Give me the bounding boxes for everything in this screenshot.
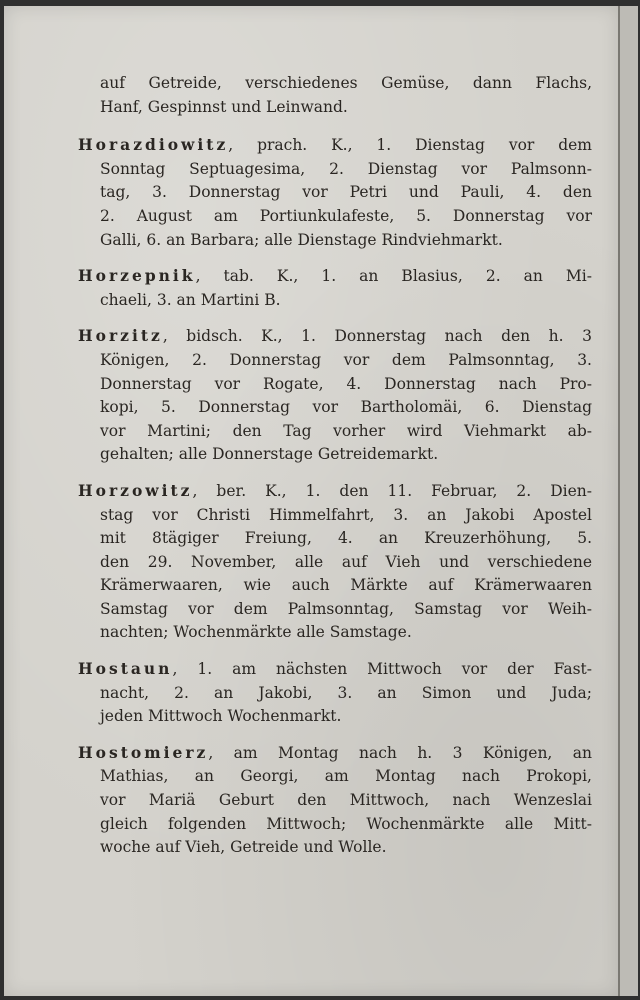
text-line: jeden Mittwoch Wochenmarkt. xyxy=(100,707,342,726)
place-name: Horzitz xyxy=(78,326,163,346)
entry-text: , am Montag nach h. 3 Königen, an xyxy=(208,743,592,762)
text-line: stag vor Christi Himmelfahrt, 3. an Jakobi Apostel xyxy=(100,505,592,524)
adjacent-page-edge xyxy=(618,6,638,996)
text-line: Königen, 2. Donnerstag vor dem Palmsonntag, 3. xyxy=(100,350,592,369)
text-line: Galli, 6. an Barbara; alle Dienstage Rindviehmarkt. xyxy=(100,230,503,249)
text-line: woche auf Vieh, Getreide und Wolle. xyxy=(100,838,387,857)
entry-text: , tab. K., 1. an Blasius, 2. an Mi- xyxy=(195,267,592,286)
text-line: mit 8tägiger Freiung, 4. an Kreuzerhöhung, 5. xyxy=(100,529,592,548)
entry-text: , ber. K., 1. den 11. Februar, 2. Dien- xyxy=(192,481,592,500)
text-line xyxy=(78,479,592,504)
text-line: Hanf, Gespinnst und Leinwand. xyxy=(100,97,348,116)
entry-text: , prach. K., 1. Dienstag vor dem xyxy=(228,136,592,155)
paper-page xyxy=(4,6,618,996)
text-line: Krämerwaaren, wie auch Märkte auf Krämerwaaren xyxy=(100,576,592,595)
listing-entry xyxy=(100,72,592,119)
text-line xyxy=(78,133,592,158)
text-line xyxy=(78,324,592,349)
text-line: nacht, 2. an Jakobi, 3. an Simon und Juda; xyxy=(100,683,592,702)
text-line: 2. August am Portiunkulafeste, 5. Donnerstag vor xyxy=(100,206,592,225)
place-name: Horazdiowitz xyxy=(78,135,229,155)
place-name: Hostomierz xyxy=(78,742,209,762)
text-line: Donnerstag vor Rogate, 4. Donnerstag nach Pro- xyxy=(100,374,592,393)
text-line: Samstag vor dem Palmsonntag, Samstag vor Weih- xyxy=(100,599,592,618)
text-line: vor Martini; den Tag vorher wird Viehmarkt ab- xyxy=(100,421,592,440)
market-listing xyxy=(78,72,592,872)
listing-entry xyxy=(78,133,592,252)
text-line: chaeli, 3. an Martini B. xyxy=(100,290,281,309)
listing-entry xyxy=(78,324,592,467)
listing-entry xyxy=(78,264,592,312)
entry-text: , bidsch. K., 1. Donnerstag nach den h. 3 xyxy=(162,327,592,346)
text-line xyxy=(78,264,592,289)
text-line: gleich folgenden Mittwoch; Wochenmärkte alle Mitt- xyxy=(100,814,592,833)
listing-entry xyxy=(78,657,592,729)
place-name: Horzowitz xyxy=(78,480,193,500)
text-line: gehalten; alle Donnerstage Getreidemarkt. xyxy=(100,445,439,464)
text-line: nachten; Wochenmärkte alle Samstage. xyxy=(100,623,412,642)
text-line: Sonntag Septuagesima, 2. Dienstag vor Palmsonn- xyxy=(100,159,592,178)
place-name: Hostaun xyxy=(78,659,173,679)
text-line: tag, 3. Donnerstag vor Petri und Pauli, 4. den xyxy=(100,183,592,202)
text-line xyxy=(78,741,592,766)
entry-text: , 1. am nächsten Mittwoch vor der Fast- xyxy=(172,660,592,679)
text-line: Mathias, an Georgi, am Montag nach Prokopi, xyxy=(100,767,592,786)
text-line: vor Mariä Geburt den Mittwoch, nach Wenzeslai xyxy=(100,791,592,810)
text-line: auf Getreide, verschiedenes Gemüse, dann Flachs, xyxy=(100,74,592,92)
text-line: kopi, 5. Donnerstag vor Bartholomäi, 6. Dienstag xyxy=(100,398,592,417)
text-line xyxy=(78,657,592,682)
place-name: Horzepnik xyxy=(78,266,196,286)
listing-entry xyxy=(78,479,592,645)
text-line: den 29. November, alle auf Vieh und verschiedene xyxy=(100,552,592,571)
listing-entry xyxy=(78,741,592,860)
